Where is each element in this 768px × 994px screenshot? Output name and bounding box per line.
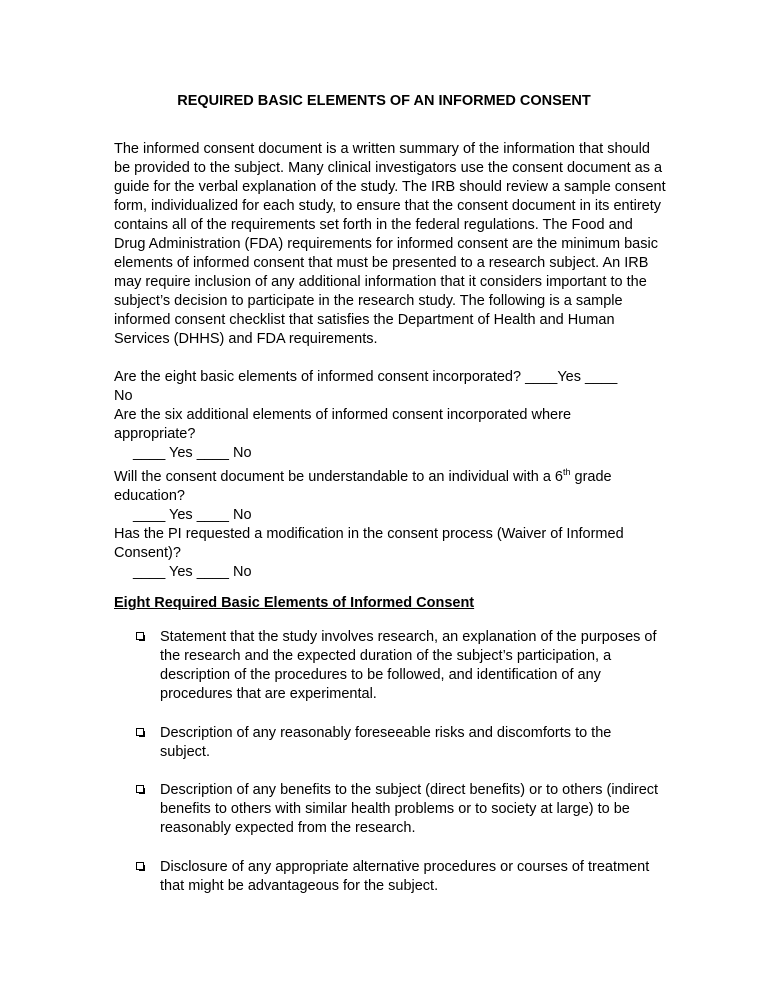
- question-3-line-1: [114, 463, 674, 487]
- question-3-text: Will the consent document be understandable to an individual with a 6: [114, 468, 563, 485]
- question-4-answer: ____ Yes ____ No: [133, 563, 252, 580]
- page-title: REQUIRED BASIC ELEMENTS OF AN INFORMED CONSENT: [177, 93, 591, 109]
- list-item-text: Description of any reasonably foreseeable risks and discomforts to the subject.: [160, 725, 612, 760]
- question-1-line-2: No: [114, 388, 133, 404]
- question-1-line-1: Are the eight basic elements of informed consent incorporated? ____Yes ____: [114, 369, 618, 385]
- question-3-line-2: education?: [114, 487, 185, 504]
- list-item: [136, 724, 696, 762]
- list-item-text: Statement that the study involves research, an explanation of the purposes of the research and the expected duration of the subject’s participation, a description of the procedures to be followed, and identification of any procedures that are experimental.: [160, 629, 657, 702]
- question-2-answer: ____ Yes ____ No: [133, 445, 252, 461]
- checkbox-bullet-icon: [136, 785, 144, 793]
- question-2-line-2: appropriate?: [114, 426, 196, 442]
- consent-checklist: [114, 368, 674, 582]
- question-4-line-1: Has the PI requested a modification in the consent process (Waiver of Informed: [114, 525, 624, 542]
- question-3-superscript: th: [562, 467, 571, 477]
- list-item-text: Description of any benefits to the subject (direct benefits) or to others (indirect benefits to others with similar health problems or to society at large) to be reasonably expected from the research.: [160, 782, 659, 836]
- intro-paragraph: [114, 140, 668, 349]
- checkbox-bullet-icon: [136, 728, 144, 736]
- question-2-line-1: Are the six additional elements of informed consent incorporated where: [114, 407, 572, 423]
- section-heading: Eight Required Basic Elements of Informed Consent: [114, 595, 475, 611]
- intro-text: The informed consent document is a written summary of the information that should be provided to the subject. Many clinical investigators use the consent document as a guide for the verbal explanation of the study. The IRB should review a sample consent form, individualized for each study, to ensure that the consent document in its entirety contains all of the requirements set forth in the federal regulations. The Food and Drug Administration (FDA) requirements for informed consent are the minimum basic elements of informed consent that must be presented to a research subject. An IRB may require inclusion of any additional information that it considers important to the subject’s decision to participate in the research study. The following is a sample informed consent checklist that satisfies the Department of Health and Human Services (DHHS) and FDA requirements.: [114, 141, 666, 347]
- list-item-text: Disclosure of any appropriate alternative procedures or courses of treatment that might be advantageous for the subject.: [160, 859, 650, 894]
- checkbox-bullet-icon: [136, 632, 144, 640]
- list-item: [136, 858, 696, 896]
- list-item: [136, 628, 696, 704]
- checkbox-bullet-icon: [136, 862, 144, 870]
- question-4-line-2: Consent)?: [114, 544, 181, 561]
- question-3-text-end: grade: [570, 468, 612, 485]
- list-item: [136, 781, 696, 838]
- question-3-answer: ____ Yes ____ No: [133, 506, 252, 523]
